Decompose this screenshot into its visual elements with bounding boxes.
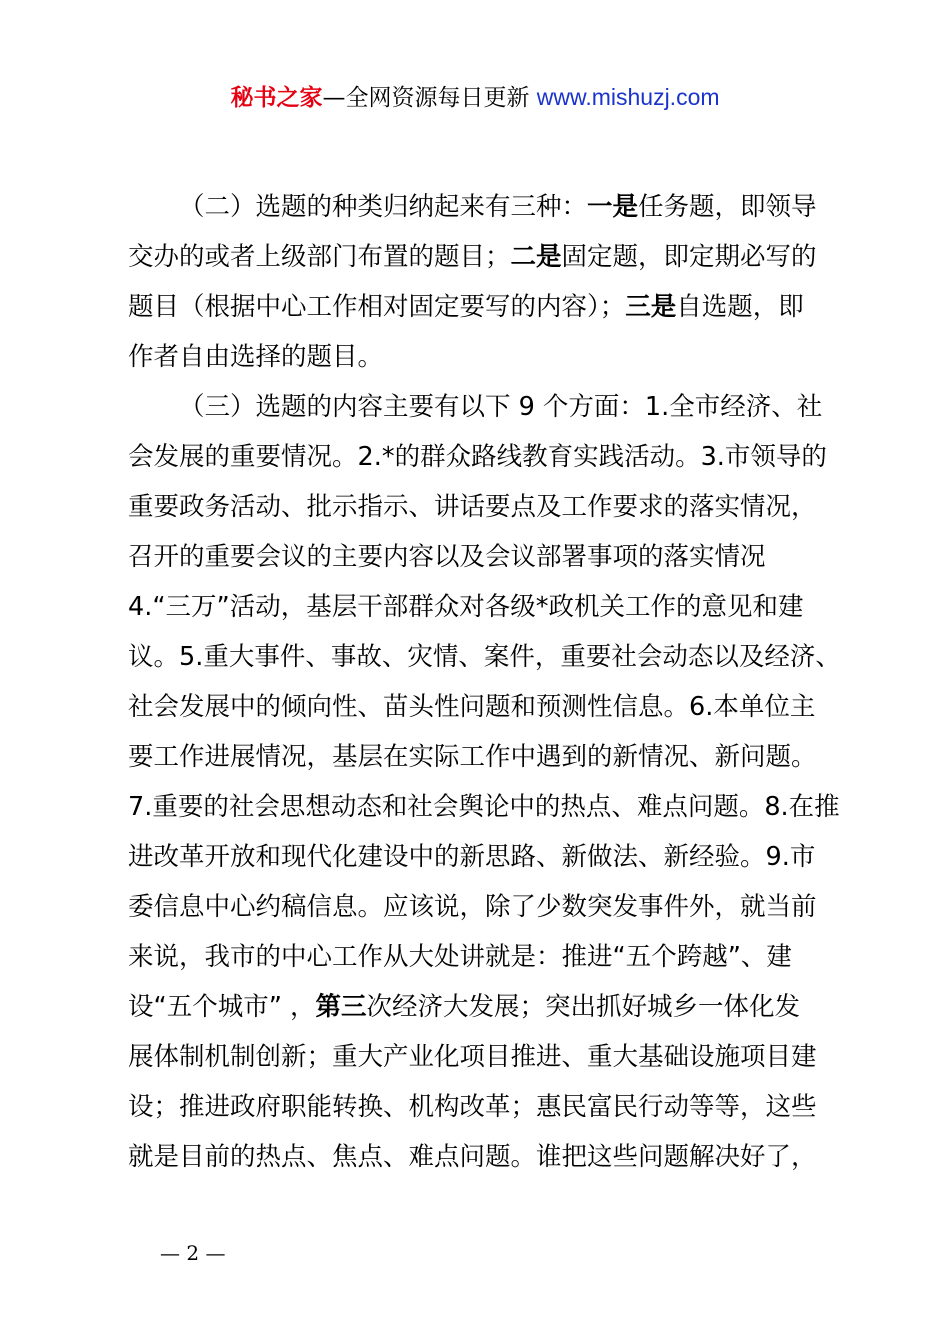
- body-text: 重要政务活动、批示指示、讲话要点及工作要求的落实情况，: [128, 492, 817, 522]
- body-text: 7.重要的社会思想动态和社会舆论中的热点、难点问题。8.在推: [128, 792, 840, 822]
- body-text: 议。5.重大事件、事故、灾情、案件，重要社会动态以及经济、: [128, 642, 841, 672]
- text-line: [128, 332, 834, 382]
- body-text: 展体制机制创新；重大产业化项目推进、重大基础设施项目建: [128, 1042, 817, 1072]
- text-line: [128, 1082, 834, 1132]
- body-text: 就是目前的热点、焦点、难点问题。谁把这些问题解决好了，: [128, 1142, 817, 1172]
- text-line: [128, 482, 834, 532]
- site-brand: 秘书之家: [230, 85, 323, 111]
- text-line: [128, 682, 834, 732]
- page-number: — 2 —: [160, 1241, 226, 1265]
- body-text: 要工作进展情况，基层在实际工作中遇到的新情况、新问题。: [128, 742, 817, 772]
- text-line: [128, 582, 834, 632]
- text-line: [128, 532, 834, 582]
- emphasis-text: 三是: [625, 292, 677, 322]
- site-tagline: —全网资源每日更新: [322, 85, 537, 111]
- emphasis-text: 第三: [315, 992, 367, 1022]
- body-text: 作者自由选择的题目。: [128, 342, 384, 372]
- text-line: [128, 632, 841, 682]
- site-header: [0, 82, 950, 113]
- body-text: 题目（根据中心工作相对固定要写的内容）；: [128, 292, 626, 322]
- body-text: 来说，我市的中心工作从大处讲就是：推进“五个跨越”、建: [128, 942, 792, 972]
- body-text: （三）选题的内容主要有以下 9 个方面：1.全市经济、社: [179, 392, 823, 422]
- body-text: 固定题，即定期必写的: [561, 242, 817, 272]
- text-line: [128, 932, 834, 982]
- text-line: [128, 782, 840, 832]
- text-line: [128, 832, 834, 882]
- text-line: [128, 182, 834, 232]
- paragraph-topic-types: [128, 182, 834, 382]
- body-text: （二）选题的种类归纳起来有三种：: [179, 192, 588, 222]
- body-text: 会发展的重要情况。2.*的群众路线教育实践活动。3.市领导的: [128, 442, 827, 472]
- body-text: 设“五个城市” ，: [128, 992, 316, 1022]
- body-text: 次经济大发展；突出抓好城乡一体化发: [366, 992, 801, 1022]
- document-body: [128, 182, 841, 1182]
- text-line: [128, 1132, 834, 1182]
- text-line: [128, 282, 834, 332]
- body-text: 委信息中心约稿信息。应该说，除了少数突发事件外，就当前: [128, 892, 817, 922]
- text-line: [128, 732, 834, 782]
- site-url-link[interactable]: www.mishuzj.com: [536, 84, 720, 110]
- emphasis-text: 二是: [510, 242, 562, 272]
- emphasis-text: 一是: [587, 192, 639, 222]
- body-text: 交办的或者上级部门布置的题目；: [128, 242, 511, 272]
- body-text: 社会发展中的倾向性、苗头性问题和预测性信息。6.本单位主: [128, 692, 816, 722]
- body-text: 4.“三万”活动，基层干部群众对各级*政机关工作的意见和建: [128, 592, 804, 622]
- text-line: [128, 232, 834, 282]
- paragraph-topic-contents: [128, 382, 841, 1182]
- text-line: [128, 982, 834, 1032]
- body-text: 任务题，即领导: [638, 192, 817, 222]
- text-line: [128, 432, 834, 482]
- body-text: 进改革开放和现代化建设中的新思路、新做法、新经验。9.市: [128, 842, 816, 872]
- text-line: [128, 1032, 834, 1082]
- body-text: 设；推进政府职能转换、机构改革；惠民富民行动等等，这些: [128, 1092, 817, 1122]
- body-text: 自选题，即: [676, 292, 804, 322]
- text-line: [128, 882, 834, 932]
- body-text: 召开的重要会议的主要内容以及会议部署事项的落实情况: [128, 542, 766, 572]
- text-line: [128, 382, 834, 432]
